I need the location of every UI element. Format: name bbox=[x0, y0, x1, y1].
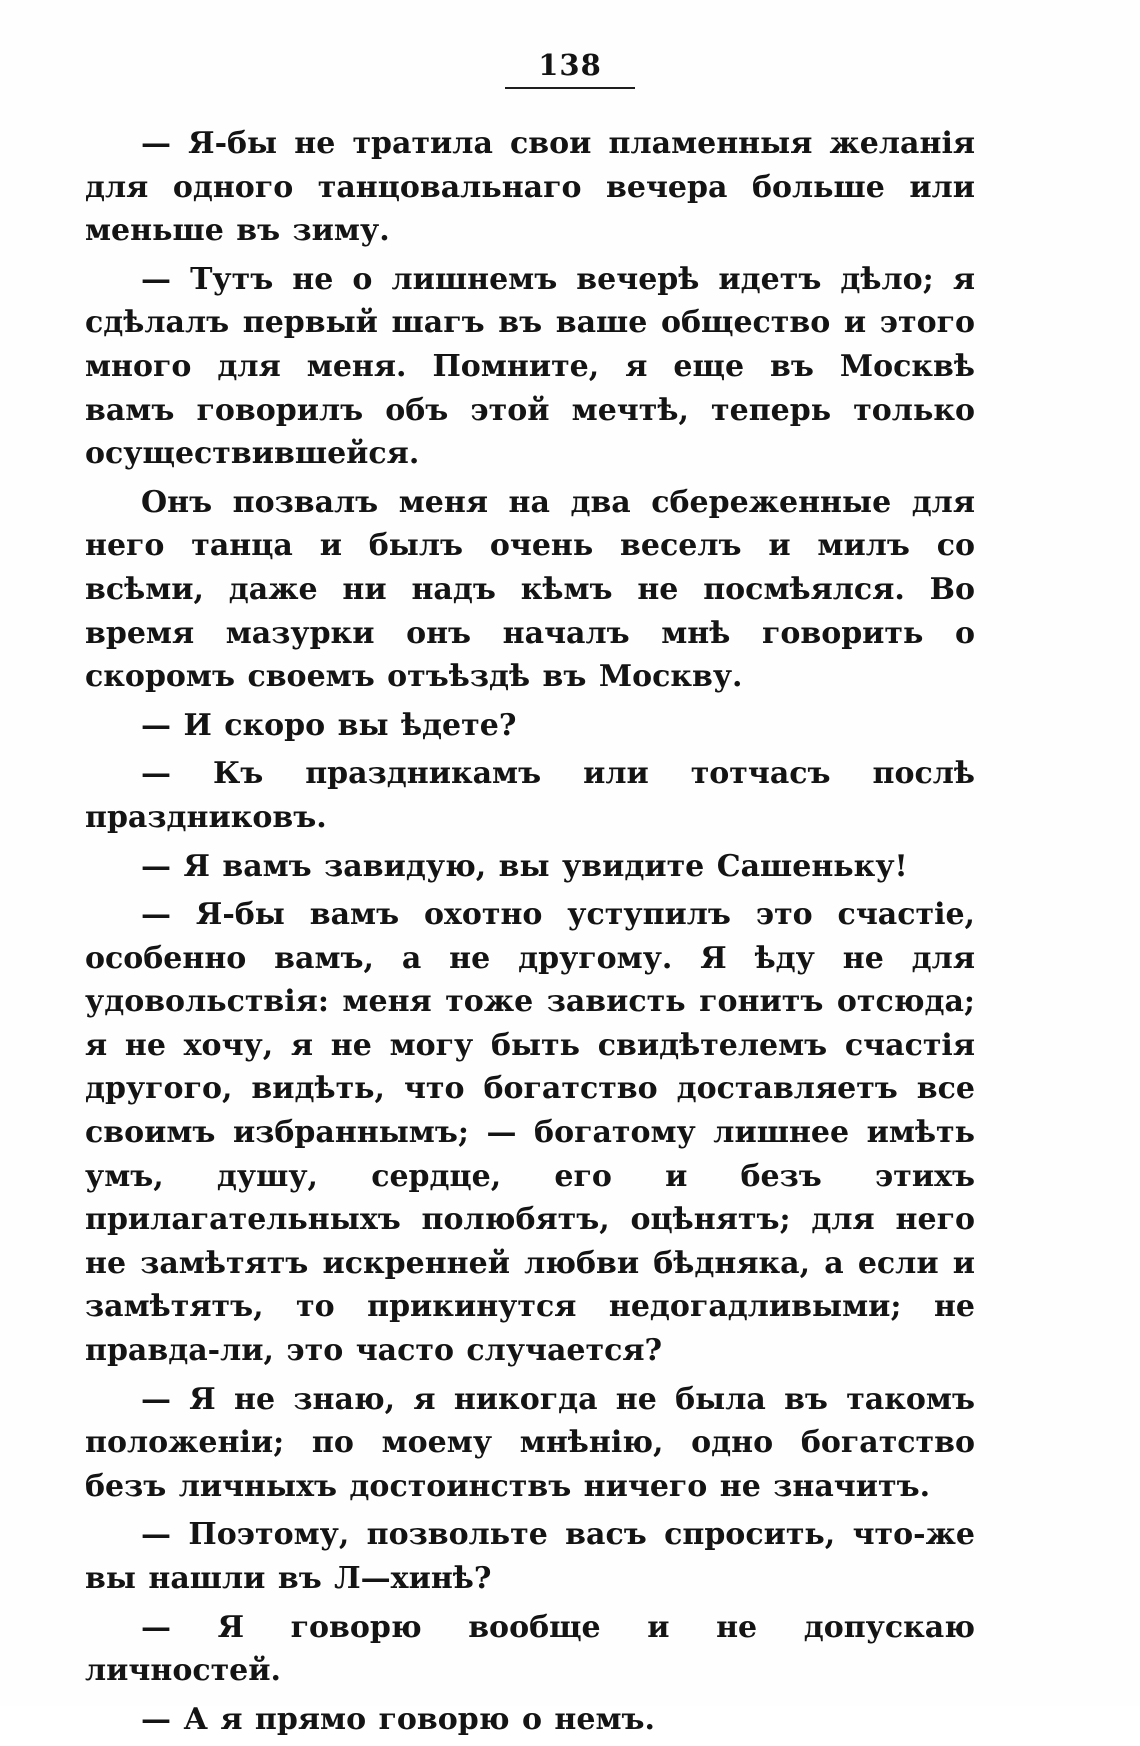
paragraph: — Я говорю вообще и не допускаю личностей. bbox=[85, 1609, 975, 1689]
paragraph: — Я вамъ завидую, вы увидите Сашеньку! bbox=[141, 848, 908, 884]
paragraph: — А я прямо говорю о немъ. bbox=[141, 1701, 655, 1737]
paragraph: — И скоро вы ѣдете? bbox=[141, 707, 517, 743]
paragraph: — Я-бы вамъ охотно уступилъ это счастіе, особенно вамъ, а не другому. Я ѣду не для удовольствія: меня тоже зависть гонитъ отсюда; я не хочу, я не могу быть свидѣтелемъ счастія другого, видѣть, что богатство доставляетъ все своимъ избраннымъ; — богатому лишнее имѣть умъ, душу, сердце, его и безъ этихъ прилагательныхъ полюбятъ, оцѣнятъ; для него не замѣтятъ искренней любви бѣдняка, а если и замѣтятъ, то прикинутся недогадливыми; не правда-ли, это часто случается? bbox=[85, 897, 975, 1369]
text-body bbox=[85, 122, 975, 1746]
page-number: 138 bbox=[538, 48, 602, 82]
paragraph: — Тутъ не о лишнемъ вечерѣ идетъ дѣло; я сдѣлалъ первый шагъ въ ваше общество и этого много для меня. Помните, я еще въ Москвѣ вамъ говорилъ объ этой мечтѣ, теперь только осуществившейся. bbox=[85, 261, 975, 472]
paragraph: — Я-бы не тратила свои пламенныя желанія для одного танцовальнаго вечера больше или меньше въ зиму. bbox=[85, 126, 975, 249]
paragraph: — Поэтому, позвольте васъ спросить, что-же вы нашли въ Л—хинѣ? bbox=[85, 1517, 975, 1596]
paragraph: — Я не знаю, я никогда не была въ такомъ положеніи; по моему мнѣнію, одно богатство безъ личныхъ достоинствъ ничего не значитъ. bbox=[85, 1381, 975, 1504]
page-header bbox=[0, 48, 1140, 89]
paragraph: — Къ праздникамъ или тотчасъ послѣ праздниковъ. bbox=[85, 756, 975, 835]
paragraph: Онъ позвалъ меня на два сбереженные для него танца и былъ очень веселъ и милъ со всѣми, даже ни надъ кѣмъ не посмѣялся. Во время мазурки онъ началъ мнѣ говорить о скоромъ своемъ отъѣздѣ въ Москву. bbox=[85, 484, 975, 695]
header-rule bbox=[505, 87, 635, 89]
